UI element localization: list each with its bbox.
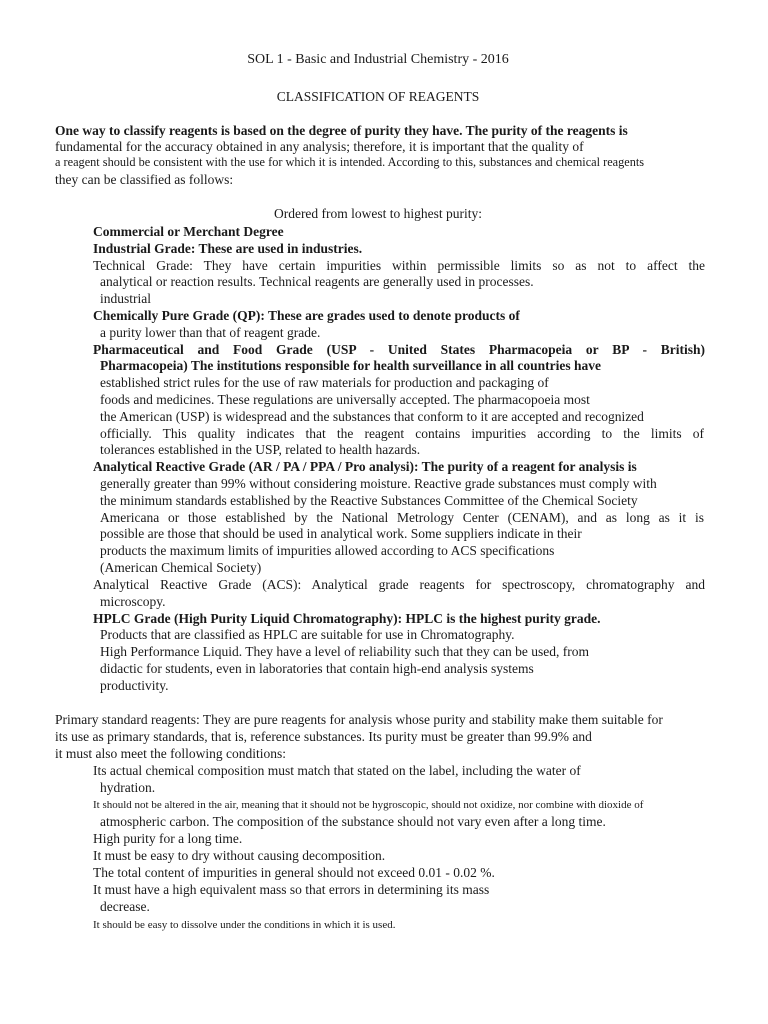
grade-cont: Products that are classified as HPLC are suitable for use in Chromatography. — [100, 627, 515, 642]
grade-item: Commercial or Merchant Degree — [93, 224, 284, 239]
doc-title: SOL 1 - Basic and Industrial Chemistry - 2016 — [247, 52, 509, 67]
grade-item: Technical Grade: They have certain impurities within permissible limits so as not to affect the — [93, 258, 705, 273]
grade-item: Analytical Reactive Grade (AR / PA / PPA / Pro analysi): The purity of a reagent for analysis is — [93, 459, 637, 474]
condition-cont: atmospheric carbon. The composition of the substance should not vary even after a long time. — [100, 814, 606, 829]
ordered-label: Ordered from lowest to highest purity: — [273, 206, 483, 221]
grade-cont: productivity. — [100, 678, 169, 693]
grade-cont: (American Chemical Society) — [100, 560, 262, 575]
primary-line-2: its use as primary standards, that is, reference substances. Its purity must be greater than 99.9% and — [55, 729, 592, 744]
intro-line-2: fundamental for the accuracy obtained in any analysis; therefore, it is important that the quality of — [55, 139, 584, 154]
grade-item: Pharmaceutical and Food Grade (USP - United States Pharmacopeia or BP - British) — [93, 342, 705, 357]
condition-item: Its actual chemical composition must match that stated on the label, including the water of — [93, 763, 581, 778]
grade-cont: foods and medicines. These regulations are universally accepted. The pharmacopoeia most — [100, 392, 590, 407]
grade-cont: products the maximum limits of impurities allowed according to ACS specifications — [100, 543, 555, 558]
grade-cont: established strict rules for the use of raw materials for production and packaging of — [100, 375, 549, 390]
grade-item: Chemically Pure Grade (QP): These are grades used to denote products of — [93, 308, 520, 323]
grade-cont: microscopy. — [100, 594, 166, 609]
grade-cont: High Performance Liquid. They have a level of reliability such that they can be used, from — [100, 644, 589, 659]
condition-item: It must have a high equivalent mass so that errors in determining its mass — [93, 882, 490, 897]
grade-cont: tolerances established in the USP, related to health hazards. — [100, 442, 421, 457]
grade-cont: officially. This quality indicates that the reagent contains impurities according to the limits of — [100, 426, 704, 441]
grade-cont: Americana or those established by the National Metrology Center (CENAM), and as long as it is — [100, 510, 704, 525]
condition-item: It should not be altered in the air, meaning that it should not be hygroscopic, should not oxidize, nor combine with dioxide of — [93, 799, 644, 811]
grade-cont: the minimum standards established by the Reactive Substances Committee of the Chemical Society — [100, 493, 638, 508]
grade-item: Analytical Reactive Grade (ACS): Analytical grade reagents for spectroscopy, chromatography and — [93, 577, 705, 592]
condition-item: It should be easy to dissolve under the conditions in which it is used. — [93, 919, 396, 931]
grade-item: HPLC Grade (High Purity Liquid Chromatography): HPLC is the highest purity grade. — [93, 611, 601, 626]
primary-line-1: Primary standard reagents: They are pure reagents for analysis whose purity and stability make them suitable for — [55, 712, 663, 727]
intro-line-1: One way to classify reagents is based on the degree of purity they have. The purity of the reagents is — [55, 123, 628, 138]
grade-cont: generally greater than 99% without considering moisture. Reactive grade substances must comply with — [100, 476, 657, 491]
intro-line-3: a reagent should be consistent with the use for which it is intended. According to this, substances and chemical reagents — [55, 155, 645, 169]
condition-item: The total content of impurities in general should not exceed 0.01 - 0.02 %. — [93, 865, 495, 880]
grade-cont: possible are those that should be used in analytical work. Some suppliers indicate in their — [100, 526, 582, 541]
primary-line-3: it must also meet the following conditions: — [55, 746, 286, 761]
condition-cont: hydration. — [100, 780, 156, 795]
grade-cont: industrial — [100, 291, 151, 306]
grade-cont: Pharmacopeia) The institutions responsible for health surveillance in all countries have — [100, 358, 602, 373]
condition-cont: decrease. — [100, 899, 150, 914]
condition-item: High purity for a long time. — [93, 831, 243, 846]
grade-cont: analytical or reaction results. Technical reagents are generally used in processes. — [100, 274, 534, 289]
grade-item: Industrial Grade: These are used in industries. — [93, 241, 363, 256]
condition-item: It must be easy to dry without causing decomposition. — [93, 848, 386, 863]
intro-line-4: they can be classified as follows: — [55, 172, 234, 187]
grade-cont: didactic for students, even in laboratories that contain high-end analysis systems — [100, 661, 534, 676]
grade-cont: a purity lower than that of reagent grade. — [100, 325, 321, 340]
doc-subtitle: CLASSIFICATION OF REAGENTS — [276, 89, 480, 104]
grade-cont: the American (USP) is widespread and the substances that conform to it are accepted and recognized — [100, 409, 644, 424]
